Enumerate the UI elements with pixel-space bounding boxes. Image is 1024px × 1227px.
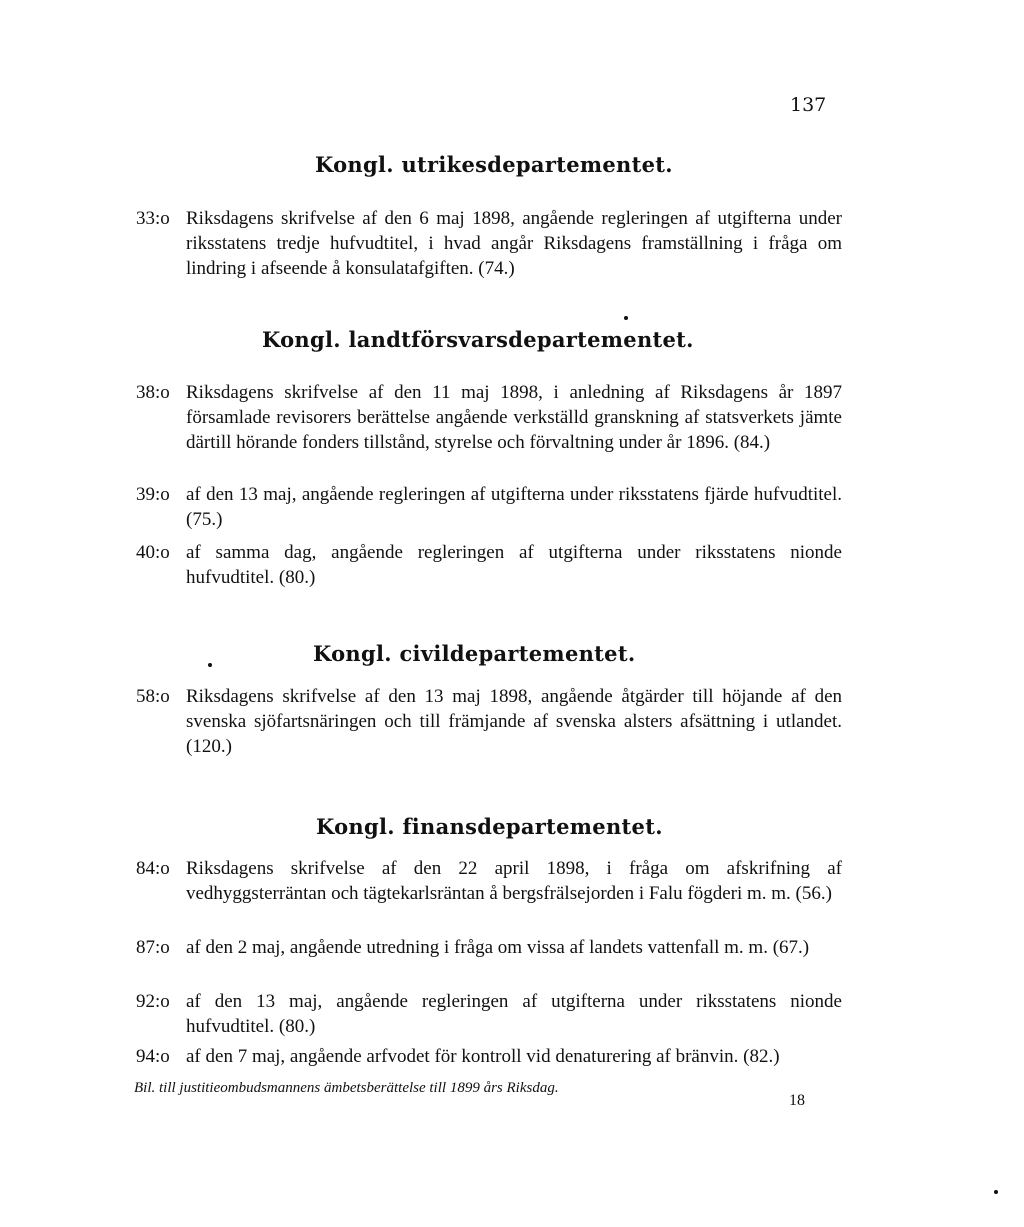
entry-number: 92:o: [136, 991, 170, 1012]
entry-84: [136, 856, 842, 906]
section-heading-landtforsvar: Kongl. landtförsvarsdepartementet.: [262, 327, 694, 352]
entry-40: [136, 540, 842, 590]
entry-text: af den 13 maj, angående regleringen af utgifterna under riksstatens nionde hufvudtitel. (80.): [186, 991, 842, 1037]
entry-text: Riksdagens skrifvelse af den 11 maj 1898, i anledning af Riksdagens år 1897 församlade revisorers berättelse angående verkställd granskning af statsverkets jämte därtill hörande fonders tillstånd, styrelse och förvaltning under år 1896. (84.): [186, 382, 842, 453]
print-speck: [208, 663, 212, 667]
entry-33: [136, 206, 842, 281]
section-heading-civil: Kongl. civildepartementet.: [313, 641, 636, 666]
entry-number: 38:o: [136, 382, 170, 403]
entry-58: [136, 684, 842, 759]
footnote: Bil. till justitieombudsmannens ämbetsberättelse till 1899 års Riksdag.: [134, 1080, 559, 1096]
entry-text: af den 2 maj, angående utredning i fråga om vissa af landets vattenfall m. m. (67.): [186, 937, 810, 958]
entry-number: 94:o: [136, 1046, 170, 1067]
entry-38: [136, 380, 842, 455]
entry-number: 58:o: [136, 686, 170, 707]
entry-text: af den 7 maj, angående arfvodet för kontroll vid denaturering af bränvin. (82.): [186, 1046, 780, 1067]
print-speck: [624, 316, 628, 320]
entry-text: af den 13 maj, angående regleringen af utgifterna under riksstatens fjärde hufvudtitel. (75.): [186, 484, 842, 530]
section-heading-finans: Kongl. finansdepartementet.: [316, 814, 663, 839]
page-number: 137: [790, 94, 827, 116]
entry-text: Riksdagens skrifvelse af den 22 april 1898, i fråga om afskrifning af vedhyggsterräntan och tägtekarlsräntan å bergsfrälsejorden i Falu fögderi m. m. (56.): [186, 858, 842, 904]
entry-number: 39:o: [136, 484, 170, 505]
entry-number: 33:o: [136, 208, 170, 229]
entry-87: [136, 935, 842, 960]
entry-94: [136, 1044, 842, 1069]
print-speck: [994, 1190, 998, 1194]
entry-text: Riksdagens skrifvelse af den 13 maj 1898, angående åtgärder till höjande af den svenska sjöfartsnäringen och till främjande af svenska alsters afsättning i utlandet. (120.): [186, 686, 842, 757]
entry-text: af samma dag, angående regleringen af utgifterna under riksstatens nionde hufvudtitel. (80.): [186, 542, 842, 588]
entry-number: 84:o: [136, 858, 170, 879]
entry-text: Riksdagens skrifvelse af den 6 maj 1898, angående regleringen af utgifterna under riksstatens tredje hufvudtitel, i hvad angår Riksdagens framställning i fråga om lindring i afseende å konsulatafgiften. (74.): [186, 208, 842, 279]
entry-39: [136, 482, 842, 532]
entry-number: 87:o: [136, 937, 170, 958]
entry-92: [136, 989, 842, 1039]
entry-number: 40:o: [136, 542, 170, 563]
footnote-number: 18: [789, 1092, 805, 1109]
section-heading-utrikes: Kongl. utrikesdepartementet.: [315, 152, 673, 177]
